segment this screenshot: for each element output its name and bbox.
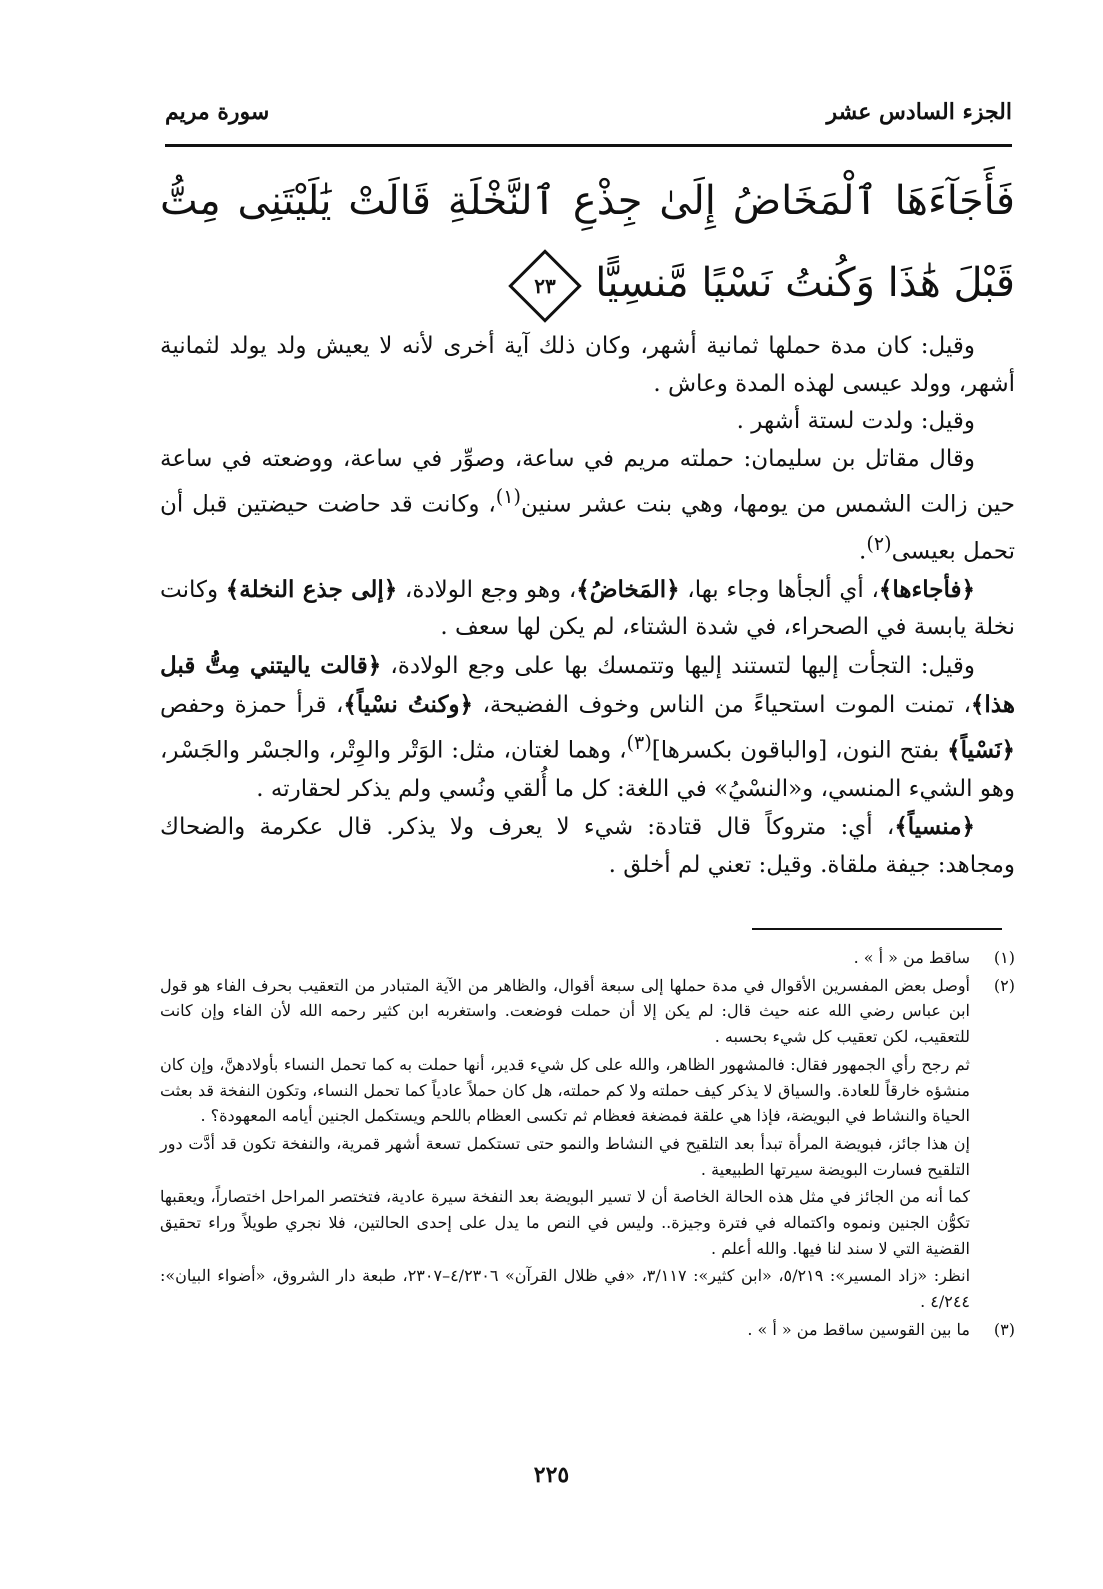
quran-quote: ﴿فأجاءها﴾ <box>878 575 976 603</box>
paragraph <box>160 647 1015 808</box>
text-run: ، تمنت الموت استحياءً من الناس وخوف الفضيحة، <box>473 691 971 718</box>
footnote-text: أوصل بعض المفسرين الأقوال في مدة حملها إلى سبعة أقوال، والظاهر من الآية المتبادر من التعقيب بحرف الفاء هو قول ابن عباس رضي الله عنه حيث قال: لم يكن إلا أن حملت فوضعت. واستغربه ابن كثير رحمه الله لأن الفاء وإن كانت للتعقيب، لكن تعقيب كل شيء بحسبه . <box>160 975 970 1047</box>
quran-quote: ﴿منسياً﴾ <box>894 813 975 841</box>
quran-quote: ﴿المَخاضُ﴾ <box>576 575 680 603</box>
ayah-number: ٢٣ <box>533 274 556 298</box>
text-run: وقيل: ولدت لستة أشهر . <box>736 408 975 435</box>
surah-title: سورة مريم <box>165 99 270 125</box>
quran-verse <box>160 160 1015 324</box>
quran-quote: ﴿نَسْياً﴾ <box>947 736 1015 764</box>
footnote-ref[interactable]: (١) <box>495 485 522 509</box>
paragraph <box>160 403 1015 441</box>
text-run: وقيل: التجأت إليها لتستند إليها وتتمسك بها على وجع الولادة، <box>381 653 975 680</box>
footnote-number: (٢) <box>993 975 1015 995</box>
text-run: ، وهما لغتان، مثل: الوَتْر والوِتْر، والجسْر والجَسْر، وهو الشيء المنسي، و«النسْيُ» في اللغة: كل ما أُلقي ونُسي ولم يذكر لحقارته . <box>160 737 1015 802</box>
text-run: ، وهو وجع الولادة، <box>397 576 577 603</box>
part-title: الجزء السادس عشر <box>826 99 1012 125</box>
text-run: ، قرأ حمزة وحفص <box>160 691 344 718</box>
ayah-number-marker <box>508 249 582 323</box>
quran-quote: ﴿وكنتُ نسْياً﴾ <box>343 690 473 718</box>
quran-quote: ﴿قالت ياليتني مِتُّ قبل هذا﴾ <box>160 652 1015 718</box>
footnote-text: إن هذا جائز، فبويضة المرأة تبدأ بعد التلقيح في النشاط والنمو حتى تستكمل تسعة أشهر قمرية، والنفخة تكون قد أدَّت دور التلقيح فسارت البويضة سيرتها الطبيعية . <box>160 1133 971 1179</box>
text-run: ، أي: متروكاً قال قتادة: شيء لا يعرف ولا يذكر. قال عكرمة والضحاك ومجاهد: جيفة ملقاة. وقيل: تعني لم أخلق . <box>160 814 1015 878</box>
footnote-ref[interactable]: (٣) <box>626 731 652 755</box>
text-run: . <box>859 538 867 565</box>
paragraph <box>160 441 1015 571</box>
footnote-1 <box>160 945 1015 973</box>
running-header <box>165 92 1012 132</box>
footnote-separator <box>752 928 1002 930</box>
text-run: ، وكانت قد حاضت حيضتين قبل أن تحمل بعيسى <box>160 492 1015 565</box>
text-run: وكانت نخلة يابسة في الصحراء، في شدة الشتاء، لم يكن لها سعف . <box>160 576 1015 641</box>
commentary-text <box>160 328 1015 884</box>
header-rule <box>165 144 1012 147</box>
footnote-number: (١) <box>993 948 1015 967</box>
text-run: بفتح النون، [والباقون بكسرها] <box>651 737 948 764</box>
footnote-text: كما أنه من الجائز في مثل هذه الحالة الخاصة أن لا تسير البويضة بعد النفخة سيرة عادية، فتختصر المراحل اختصاراً، ويعقبها تكوُّن الجنين ونموه واكتماله في فترة وجيزة.. وليس في النص ما يدل على إحدى الحالتين، فلا نجري طويلاً وراء تحقيق القضية التي لا سند لنا فيها. والله أعلم . <box>160 1187 970 1258</box>
quran-quote: ﴿إلى جذع النخلة﴾ <box>225 575 398 603</box>
footnotes <box>160 945 1015 1345</box>
footnote-3 <box>160 1317 1015 1345</box>
footnote-body <box>160 973 970 1317</box>
footnote-text: ساقط من « أ » . <box>853 948 970 967</box>
footnote-body <box>160 945 970 973</box>
footnote-number: (٣) <box>993 1319 1015 1339</box>
page-number: ٢٢٥ <box>533 1462 570 1488</box>
text-run: ، أي ألجأها وجاء بها، <box>679 576 879 603</box>
paragraph <box>160 328 1015 403</box>
footnote-ref[interactable]: (٢) <box>866 531 892 555</box>
paragraph <box>160 571 1015 647</box>
text-run: وقيل: كان مدة حملها ثمانية أشهر، وكان ذلك آية أخرى لأنه لا يعيش ولد يولد لثمانية أشهر، وولد عيسى لهذه المدة وعاش . <box>160 333 1015 397</box>
footnote-text: انظر: «زاد المسير»: ٥/٢١٩، «ابن كثير»: ٣/١١٧، «في ظلال القرآن» ٤/٢٣٠٦–٢٣٠٧، طبعة دار الشروق، «أضواء البيان»: ٤/٢٤٤ . <box>160 1266 971 1312</box>
footnote-text: ثم رجح رأي الجمهور فقال: فالمشهور الظاهر، والله على كل شيء قدير، أنها حملت به كما تحمل النساء بأولادهنَّ، وإن كان منشؤه خارقاً للعادة. والسياق لا يذكر كيف حملته ولا كم حملته، هل كان حملاً عادياً كما تحمل النساء، وتكون النفخة قد بعثت الحياة والنشاط في البويضة، فإذا هي علقة فمضغة فعظام ثم تكسى العظام باللحم ويستكمل الجنين أيامه المعهودة؟ . <box>160 1054 970 1126</box>
footnote-text: ما بين القوسين ساقط من « أ » . <box>747 1319 970 1339</box>
paragraph <box>160 808 1015 884</box>
text-run: وقال مقاتل بن سليمان: حملته مريم في ساعة، وصوِّر في ساعة، ووضعته في ساعة حين زالت الشمس من يومها، وهي بنت عشر سنين <box>160 445 1016 519</box>
footnote-2 <box>160 973 1015 1317</box>
footnote-body <box>160 1317 970 1345</box>
verse-text: فَأَجَآءَهَا ٱلْمَخَاضُ إِلَىٰ جِذْعِ ٱلنَّخْلَةِ قَالَتْ يَٰلَيْتَنِى مِتُّ قَبْلَ هَٰذَا وَكُنتُ نَسْيًا مَّنسِيًّا <box>160 178 1015 306</box>
